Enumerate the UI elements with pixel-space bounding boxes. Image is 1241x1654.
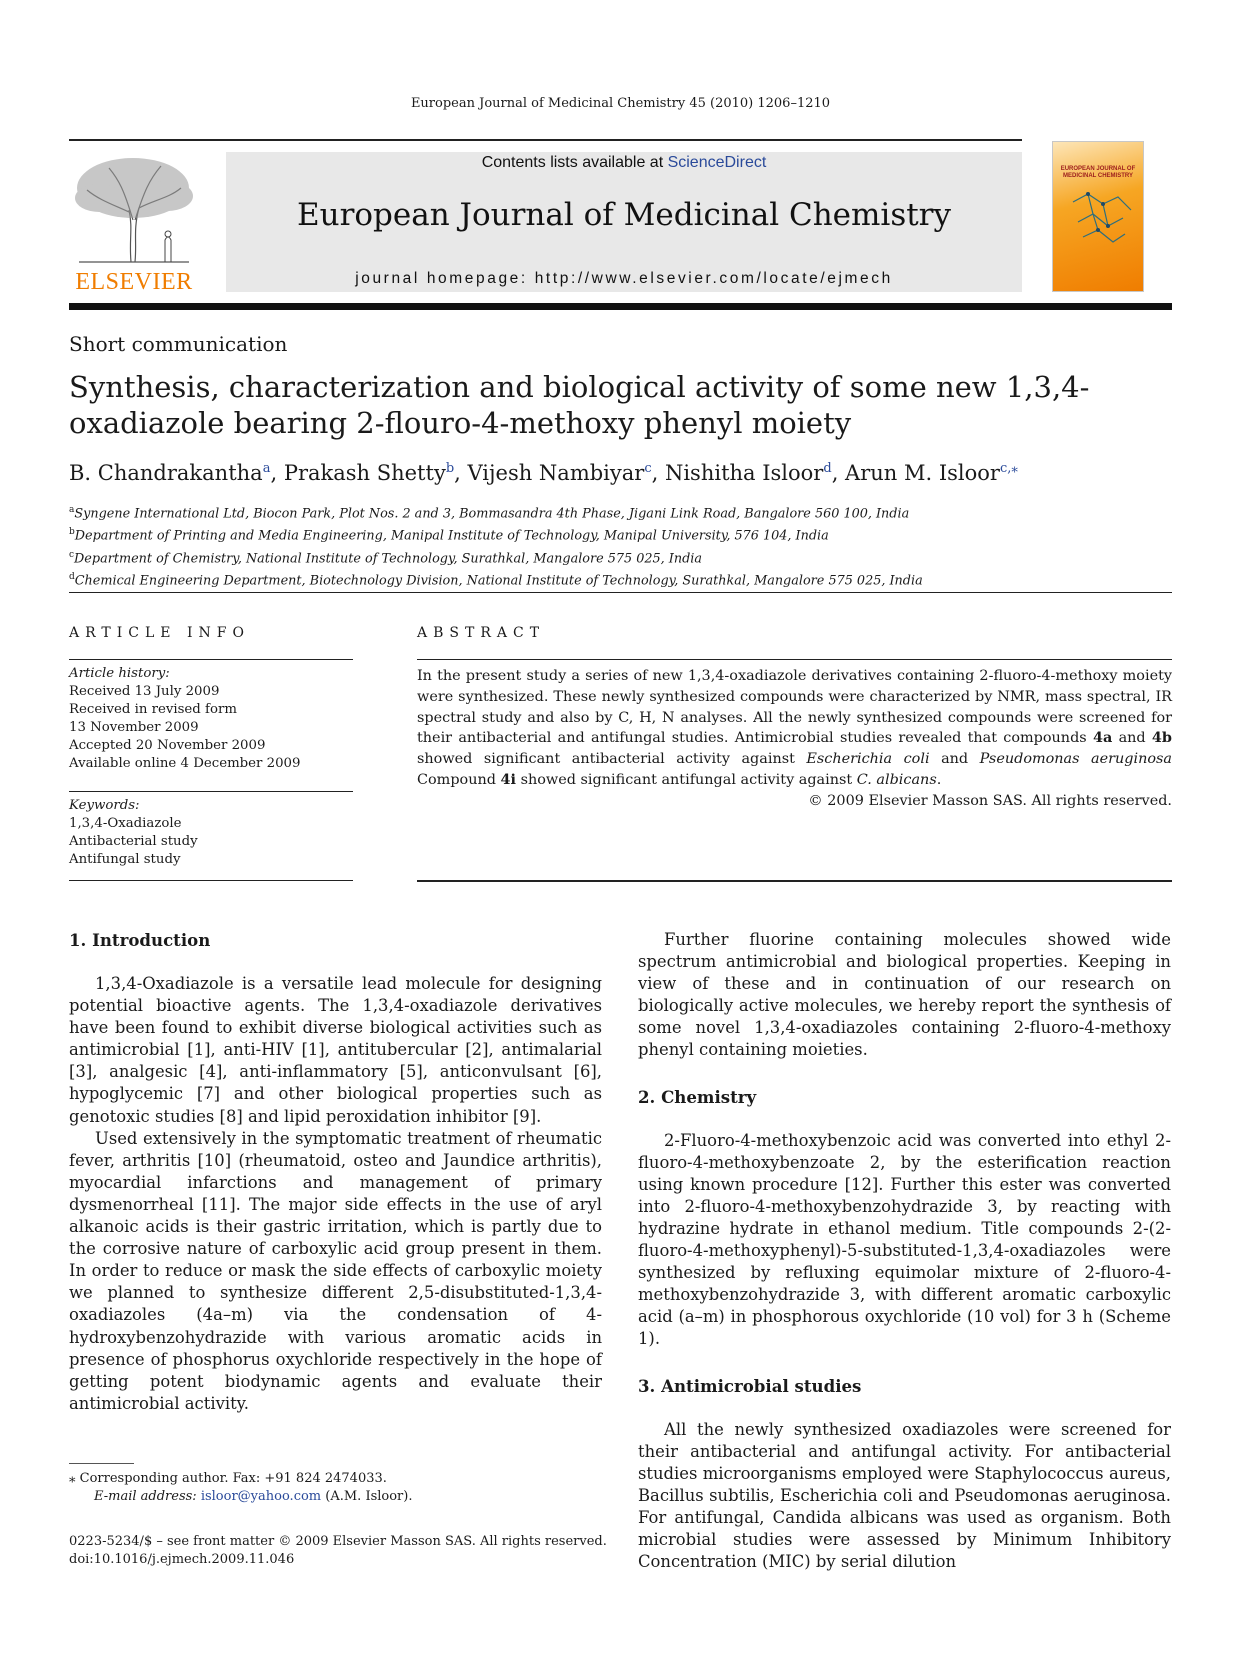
article-info-rule (69, 659, 353, 660)
left-column (69, 929, 602, 1415)
affiliation-mark: d (69, 572, 75, 583)
chemistry-paragraph: 2-Fluoro-4-methoxybenzoic acid was converted into ethyl 2-fluoro-4-methoxybenzoate 2, by the esterification reaction using known procedure [12]. Further this ester was converted into 2-fluoro-4-methoxybenzohydrazide 3, by reacting with hydrazine hydrate in ethanol medium. Title compounds 2-(2-fluoro-4-methoxyphenyl)-5-substituted-1,3,4-oxadiazoles were synthesized by refluxing equimolar mixture of 2-fluoro-4-methoxybenzohydrazide 3, with different aromatic carboxylic acid (a–m) in phosphorous oxychloride (10 vol) for 3 h (Scheme 1). (638, 1130, 1171, 1349)
affiliation-line (69, 546, 1179, 568)
header-rule (69, 139, 1022, 141)
affiliation-rule (69, 592, 1172, 593)
affiliation-line (69, 523, 1179, 545)
affiliation-line (69, 501, 1179, 523)
abstract-rule (417, 659, 1172, 660)
journal-homepage-link[interactable]: journal homepage: http://www.elsevier.com/locate/ejmech (355, 270, 893, 287)
antimicrobial-heading: 3. Antimicrobial studies (638, 1375, 862, 1396)
author-name[interactable]: Nishitha Isloor (664, 461, 824, 485)
corresponding-author: ⁎ Corresponding author. Fax: +91 824 2474033. (69, 1471, 387, 1486)
right-column (638, 929, 1171, 1573)
elsevier-tree-icon (69, 150, 199, 268)
affiliation-text: Syngene International Ltd, Biocon Park, Plot Nos. 2 and 3, Bommasandra 4th Phase, Jigani Link Road, Bangalore 560 100, India (74, 506, 910, 522)
author-name[interactable]: B. Chandrakantha (69, 461, 263, 485)
publication-identifiers (69, 1533, 669, 1569)
abstract-text: and (929, 751, 980, 768)
history-item: 13 November 2009 (69, 720, 199, 735)
email-link[interactable]: isloor@yahoo.com (200, 1489, 322, 1504)
abstract-copyright: © 2009 Elsevier Masson SAS. All rights reserved. (808, 792, 1172, 809)
author-affiliation-mark[interactable]: b (445, 461, 455, 476)
email-suffix: (A.M. Isloor). (321, 1489, 413, 1504)
author-affiliation-mark[interactable]: a (262, 461, 271, 476)
abstract-text: showed significant antibacterial activity against (417, 751, 807, 768)
elsevier-wordmark: ELSEVIER (75, 269, 193, 295)
journal-citation: European Journal of Medicinal Chemistry 45 (2010) 1206–1210 (410, 96, 831, 111)
author-affiliation-mark[interactable]: d (823, 461, 832, 476)
affiliation-mark: b (69, 527, 75, 538)
history-item: Received 13 July 2009 (69, 684, 220, 699)
keywords-rule (69, 880, 353, 881)
elsevier-logo[interactable] (69, 150, 199, 296)
keyword: Antibacterial study (69, 834, 198, 849)
journal-name: European Journal of Medicinal Chemistry (296, 197, 952, 233)
keyword: Antifungal study (69, 852, 181, 867)
affiliation-text: Department of Chemistry, National Institute of Technology, Surathkal, Mangalore 575 025, India (74, 551, 703, 567)
affiliation-mark: a (69, 505, 75, 515)
article-type: Short communication (69, 332, 288, 356)
compound-ref: 4i (500, 770, 517, 788)
history-item: Available online 4 December 2009 (69, 756, 301, 771)
organism-name: Pseudomonas aeruginosa (979, 751, 1172, 768)
author-list: B. Chandrakantha$^a$, Prakash Shetty$^b$, Vijesh Nambiyar$^c$, Nishitha Isloor$^d$, Arun M. Isloor$^{c,⁎}$ (69, 461, 1018, 485)
author-affiliation-mark[interactable]: c (644, 461, 652, 476)
journal-cover-thumbnail[interactable] (1052, 141, 1144, 292)
article-info-heading: ARTICLE INFO (69, 625, 250, 641)
abstract-text: In the present study a series of new 1,3,4-oxadiazole derivatives containing 2-fluoro-4-methoxy moiety were synthesized. These newly synthesized compounds were characterized by NMR, mass spectral, IR spectral study and also by C, H, N analyses. All the newly synthesized compounds were screened for their antibacterial and antifungal studies. Antimicrobial studies revealed that compounds (417, 668, 1172, 747)
footnote-rule (69, 1463, 134, 1464)
history-item: Accepted 20 November 2009 (69, 738, 266, 753)
affiliation-line (69, 568, 1179, 590)
corresponding-author-footnote (69, 1470, 602, 1506)
organism-name: Escherichia coli (806, 751, 930, 768)
keywords (69, 797, 353, 869)
author-name[interactable]: Arun M. Isloor (845, 461, 1000, 485)
history-item: Received in revised form (69, 702, 237, 717)
affiliation-text: Department of Printing and Media Engineering, Manipal Institute of Technology, Manipal University, 576 104, India (74, 528, 829, 544)
cover-molecule-icon (1053, 142, 1145, 293)
article-history (69, 665, 353, 773)
affiliation-mark: c (69, 549, 75, 560)
history-rule (69, 791, 353, 792)
affiliation-text: Chemical Engineering Department, Biotechnology Division, National Institute of Technology, Surathkal, Mangalore 575 025, India (74, 573, 923, 589)
contents-prefix: Contents lists available at (481, 154, 668, 171)
author-name[interactable]: Vijesh Nambiyar (467, 461, 645, 485)
abstract-bottom-rule (417, 880, 1172, 882)
keyword: 1,3,4-Oxadiazole (69, 816, 182, 831)
introduction-heading: 1. Introduction (69, 930, 211, 950)
affiliations (69, 501, 1179, 591)
header-thick-rule (69, 303, 1172, 310)
abstract-text: Compound (417, 771, 501, 788)
email-line (69, 1488, 602, 1506)
abstract-text: showed significant antifungal activity against (516, 771, 857, 788)
body-paragraph: Further fluorine containing molecules showed wide spectrum antimicrobial and biological properties. Keeping in view of these and in continuation of our research on biologically active molecules, we hereby report the synthesis of some novel 1,3,4-oxadiazoles containing 2-fluoro-4-methoxy phenyl containing moieties. (638, 930, 1171, 1060)
author-name[interactable]: Prakash Shetty (283, 461, 446, 485)
email-label: E-mail address: (94, 1489, 201, 1504)
introduction-paragraph: 1,3,4-Oxadiazole is a versatile lead molecule for designing potential bioactive agents. The 1,3,4-oxadiazole derivatives have been found to exhibit diverse biological activities such as antimicrobial [1], anti-HIV [1], antitubercular [2], antimalarial [3], analgesic [4], anti-inflammatory [5], anticonvulsant [6], hypoglycemic [7] and other biological properties such as genotoxic studies [8] and lipid peroxidation inhibitor [9]. (69, 974, 602, 1126)
compound-ref: 4b (1151, 729, 1172, 747)
cover-title: EUROPEAN JOURNAL OF MEDICINAL CHEMISTRY (1060, 166, 1136, 179)
contents-line (226, 154, 1022, 172)
history-label: Article history: (69, 666, 170, 681)
author-affiliation-mark[interactable]: c,⁎ (999, 461, 1018, 476)
issn-line: 0223-5234/$ – see front matter © 2009 Elsevier Masson SAS. All rights reserved. (69, 1534, 607, 1549)
doi-line[interactable]: doi:10.1016/j.ejmech.2009.11.046 (69, 1552, 295, 1567)
abstract-heading: ABSTRACT (417, 625, 546, 641)
article-title: Synthesis, characterization and biological activity of some new 1,3,4-oxadiazole bearing 2-flouro-4-methoxy phenyl moiety (69, 370, 1090, 440)
sciencedirect-link[interactable]: ScienceDirect (667, 154, 767, 171)
journal-masthead (226, 152, 1022, 292)
introduction-paragraph: Used extensively in the symptomatic treatment of rheumatic fever, arthritis [10] (rheumatoid, osteo and Jaundice arthritis), myocardial infarctions and management of primary dysmenorrheal [11]. The major side effects in the use of aryl alkanoic acids is their gastric irritation, which is partly due to the corrosive nature of carboxylic acid group present in them. In order to reduce or mask the side effects of carboxylic moiety we planned to synthesize different 2,5-disubstituted-1,3,4-oxadiazoles (4a–m) via the condensation of 4-hydroxybenzohydrazide with various aromatic acids in presence of phosphorus oxychloride respectively in the hope of getting potent biodynamic agents and evaluate their antimicrobial activity. (69, 1128, 602, 1413)
organism-name: C. albicans (856, 771, 937, 788)
keywords-label: Keywords: (69, 798, 140, 813)
abstract-text: . (936, 771, 942, 788)
chemistry-heading: 2. Chemistry (638, 1086, 757, 1107)
antimicrobial-paragraph: All the newly synthesized oxadiazoles were screened for their antibacterial and antifungal activity. For antibacterial studies microorganisms employed were Staphylococcus aureus, Bacillus subtilis, Escherichia coli and Pseudomonas aeruginosa. For antifungal, Candida albicans was used as organism. Both microbial studies were assessed by Minimum Inhibitory Concentration (MIC) by serial dilution (638, 1419, 1171, 1572)
compound-ref: 4a (1092, 729, 1113, 747)
abstract-text: and (1112, 730, 1152, 747)
abstract-body (417, 666, 1172, 812)
